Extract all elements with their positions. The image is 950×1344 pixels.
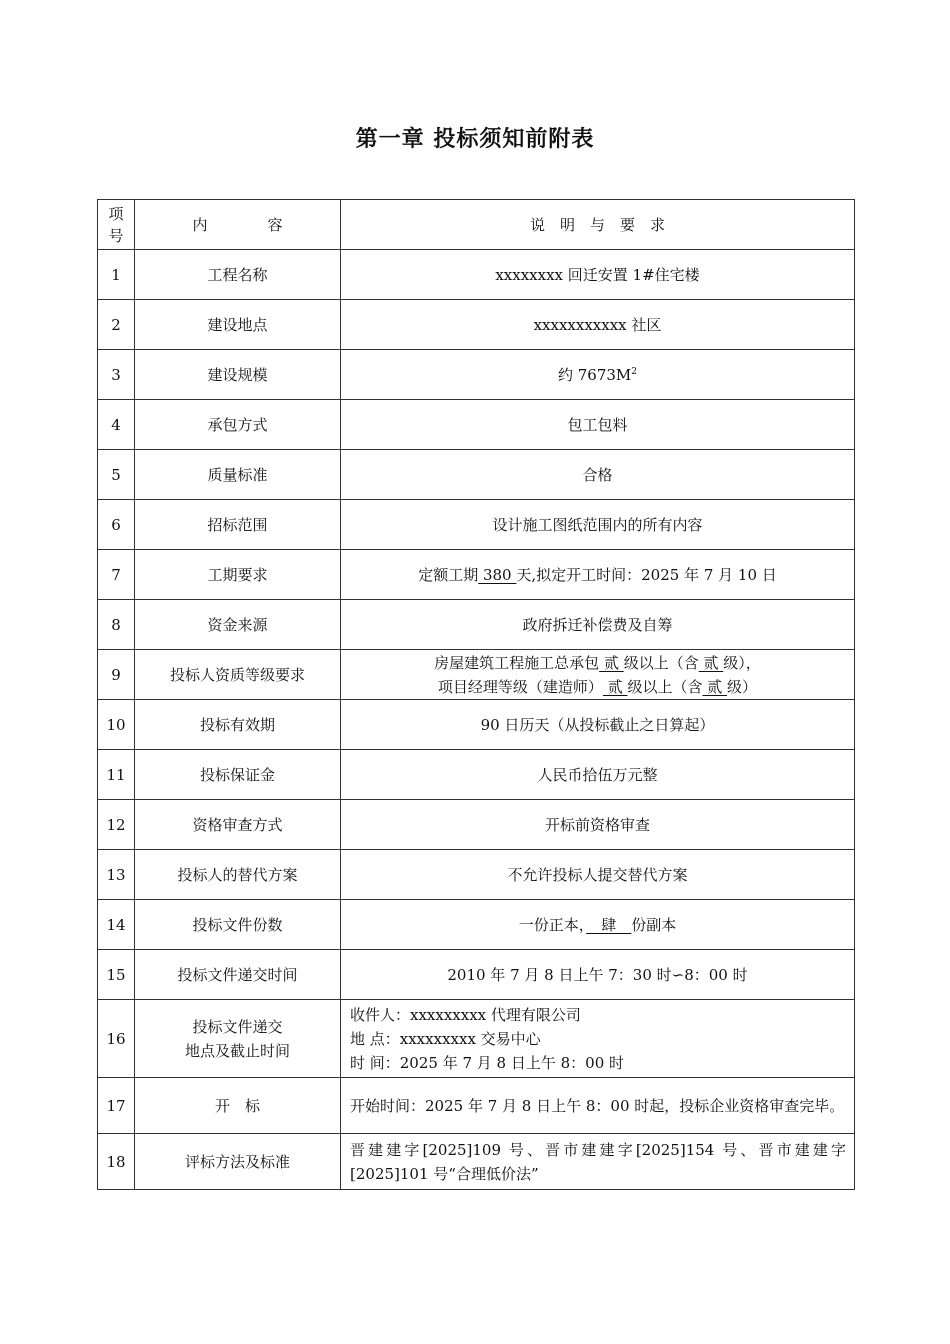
manager-grade: 贰 (702, 677, 728, 696)
table-row (98, 1134, 855, 1190)
row-description (341, 550, 855, 600)
row-content: 投标人资质等级要求 (135, 650, 341, 700)
table-row (98, 1000, 855, 1078)
row-number: 12 (98, 800, 135, 850)
row-description: 人民币拾伍万元整 (341, 750, 855, 800)
qualification-grade: 贰 (599, 653, 624, 672)
row-number: 17 (98, 1078, 135, 1134)
table-row (98, 500, 855, 550)
row-content: 开 标 (135, 1078, 341, 1134)
table-row (98, 850, 855, 900)
recipient-line: 收件人：xxxxxxxxx 代理有限公司 (350, 1005, 581, 1024)
qualification-text: 级）， (723, 653, 761, 672)
row-number: 11 (98, 750, 135, 800)
time-line: 时 间：2025 年 7 月 8 日上午 8：00 时 (350, 1053, 625, 1072)
row-description (341, 900, 855, 950)
row-description: 晋建建字[2025]109 号、晋市建建字[2025]154 号、晋市建建字[2025]101 号“合理低价法” (341, 1134, 855, 1190)
table-row (98, 450, 855, 500)
row-number: 3 (98, 350, 135, 400)
row-number: 10 (98, 700, 135, 750)
duration-label: 定额工期 (418, 565, 479, 584)
table-row (98, 250, 855, 300)
row-description (341, 1000, 855, 1078)
page-title: 第一章 投标须知前附表 (355, 126, 595, 152)
row-description: 政府拆迁补偿费及自筹 (341, 600, 855, 650)
row-description: 不允许投标人提交替代方案 (341, 850, 855, 900)
row-content-line2: 地点及截止时间 (184, 1041, 290, 1060)
manager-grade: 贰 (602, 677, 628, 696)
manager-text: 项目经理等级（建造师） (437, 677, 603, 696)
row-content: 投标保证金 (135, 750, 341, 800)
row-content: 招标范围 (135, 500, 341, 550)
table-row (98, 350, 855, 400)
copies-text: 份副本 (631, 915, 677, 934)
row-content: 资格审查方式 (135, 800, 341, 850)
row-number: 2 (98, 300, 135, 350)
manager-text: 级以上（含 (627, 677, 703, 696)
header-number (98, 200, 135, 250)
row-description: 90 日历天（从投标截止之日算起） (341, 700, 855, 750)
table-row (98, 900, 855, 950)
table-row (98, 400, 855, 450)
row-number: 13 (98, 850, 135, 900)
row-number: 7 (98, 550, 135, 600)
row-number: 18 (98, 1134, 135, 1190)
header-number-line2: 号 (108, 226, 124, 245)
row-number: 16 (98, 1000, 135, 1078)
row-description: 2010 年 7 月 8 日上午 7：30 时∽8：00 时 (341, 950, 855, 1000)
row-content: 评标方法及标准 (135, 1134, 341, 1190)
table-row (98, 700, 855, 750)
row-description (341, 350, 855, 400)
start-date-text: 天,拟定开工时间：2025 年 7 月 10 日 (516, 565, 777, 584)
table-row (98, 750, 855, 800)
row-description: 开始时间：2025 年 7 月 8 日上午 8：00 时起，投标企业资格审查完毕。 (341, 1078, 855, 1134)
row-number: 6 (98, 500, 135, 550)
row-description: 包工包料 (341, 400, 855, 450)
table-row (98, 950, 855, 1000)
row-content (135, 1000, 341, 1078)
row-content: 投标文件份数 (135, 900, 341, 950)
row-content: 建设地点 (135, 300, 341, 350)
row-description: xxxxxxxx 回迁安置 1#住宅楼 (341, 250, 855, 300)
qualification-text: 级以上（含 (623, 653, 699, 672)
copies-text: 一份正本， (518, 915, 587, 934)
row-content: 资金来源 (135, 600, 341, 650)
copies-count: 肆 (586, 915, 632, 934)
row-content: 工程名称 (135, 250, 341, 300)
row-number: 4 (98, 400, 135, 450)
header-content: 内 容 (135, 200, 341, 250)
header-description: 说 明 与 要 求 (341, 200, 855, 250)
scale-unit-superscript: 2 (631, 366, 638, 377)
header-number-line1: 项 (108, 204, 124, 223)
row-content: 投标有效期 (135, 700, 341, 750)
table-row (98, 600, 855, 650)
row-description: 设计施工图纸范围内的所有内容 (341, 500, 855, 550)
row-content-line1: 投标文件递交 (192, 1017, 283, 1036)
table-row (98, 1078, 855, 1134)
row-description: xxxxxxxxxxx 社区 (341, 300, 855, 350)
row-content: 投标文件递交时间 (135, 950, 341, 1000)
row-description (341, 650, 855, 700)
table-header-row (98, 200, 855, 250)
qualification-line-1 (341, 651, 854, 675)
row-content: 承包方式 (135, 400, 341, 450)
row-content: 质量标准 (135, 450, 341, 500)
row-content: 建设规模 (135, 350, 341, 400)
row-number: 14 (98, 900, 135, 950)
row-description: 合格 (341, 450, 855, 500)
qualification-text: 房屋建筑工程施工总承包 (434, 653, 600, 672)
row-content: 工期要求 (135, 550, 341, 600)
table-row (98, 300, 855, 350)
row-content: 投标人的替代方案 (135, 850, 341, 900)
qualification-grade: 贰 (698, 653, 724, 672)
table-row (98, 550, 855, 600)
row-description: 开标前资格审查 (341, 800, 855, 850)
location-line: 地 点：xxxxxxxxx 交易中心 (350, 1029, 541, 1048)
duration-days: 380 (478, 565, 517, 584)
row-number: 9 (98, 650, 135, 700)
bid-instructions-table (97, 199, 855, 1190)
row-number: 8 (98, 600, 135, 650)
manager-text: 级） (727, 677, 758, 696)
qualification-line-2 (341, 675, 854, 699)
scale-value: 约 7673M (557, 365, 632, 384)
row-number: 1 (98, 250, 135, 300)
row-number: 5 (98, 450, 135, 500)
table-row (98, 800, 855, 850)
row-number: 15 (98, 950, 135, 1000)
table-row (98, 650, 855, 700)
